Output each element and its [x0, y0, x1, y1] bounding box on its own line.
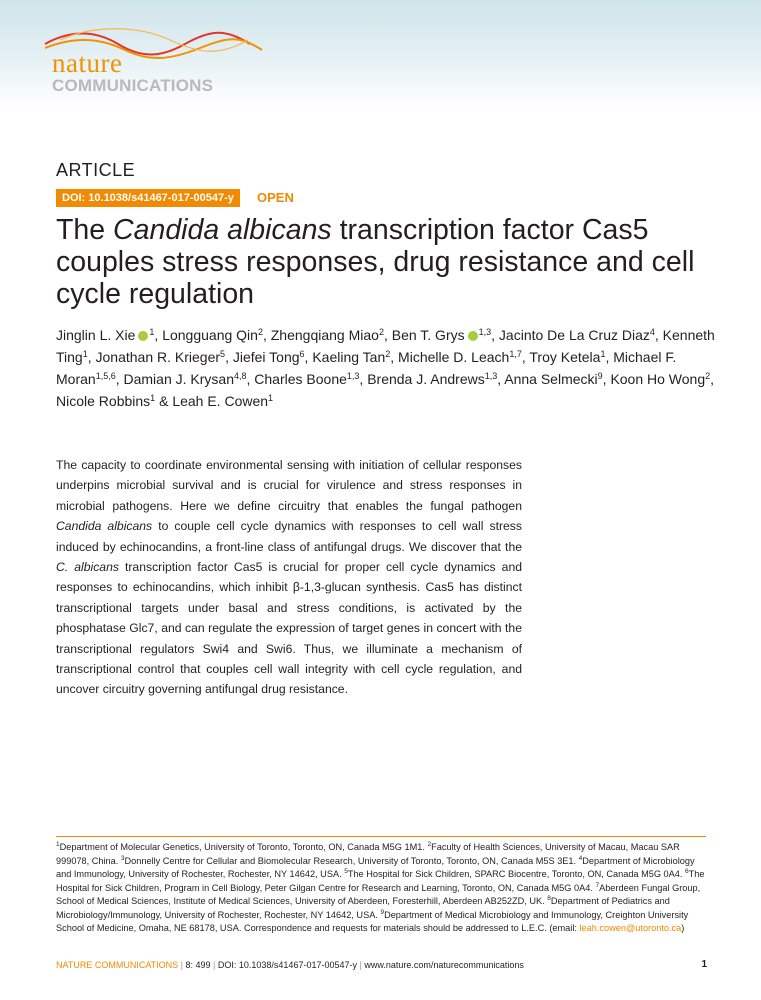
- author-separator: ,: [304, 349, 313, 365]
- abstract-species-2: C. albicans: [56, 560, 119, 575]
- author-name: Zhengqiang Miao: [270, 327, 379, 343]
- author-affiliation-number: 5: [220, 349, 226, 359]
- page-footer: [56, 959, 706, 971]
- page-number: 1: [701, 959, 707, 970]
- author-name: Leah E. Cowen: [172, 393, 269, 409]
- author[interactable]: [162, 327, 263, 343]
- author-list: [56, 324, 726, 412]
- author-separator: ,: [87, 349, 96, 365]
- affiliation-item: [121, 856, 579, 866]
- affiliation-item: [344, 869, 685, 879]
- affiliation-text: The Hospital for Sick Children, SPARC Biocentre, Toronto, ON, Canada M5G 0A4.: [347, 869, 686, 879]
- footnote-divider: [56, 836, 706, 837]
- author-separator: ,: [654, 327, 663, 343]
- author-separator: ,: [605, 349, 614, 365]
- author-separator: ,: [154, 327, 163, 343]
- affiliation-number: 5: [344, 868, 348, 875]
- author[interactable]: [254, 371, 359, 387]
- affiliation-text: Faculty of Health Sciences, University of Macau, Macau SAR 999078, China.: [56, 842, 680, 866]
- author-name: Koon Ho Wong: [610, 371, 706, 387]
- abstract-text-2: to couple cell cycle dynamics with responses to cell wall stress induced by echinocandins, a front-line class of antifungal drugs. We discover that the: [56, 519, 522, 554]
- author-separator: ,: [521, 349, 530, 365]
- author-separator: ,: [383, 327, 392, 343]
- affiliation-number: 2: [427, 841, 432, 848]
- journal-header-banner: [0, 0, 761, 108]
- author-separator: ,: [497, 371, 505, 387]
- footer-volume: 8: 499: [185, 960, 211, 970]
- author[interactable]: [56, 393, 155, 409]
- author-name: Jiefei Tong: [232, 349, 300, 365]
- affiliation-number: 1: [56, 841, 60, 848]
- author[interactable]: [312, 349, 390, 365]
- orcid-icon[interactable]: [468, 331, 478, 341]
- journal-logo-nature: nature: [52, 48, 123, 78]
- author-separator: ,: [225, 349, 233, 365]
- affiliation-number: 6: [685, 868, 689, 875]
- author-affiliation-number: 4,8: [233, 371, 247, 381]
- author[interactable]: [529, 349, 605, 365]
- abstract: [56, 455, 522, 700]
- affiliation-number: 3: [120, 854, 125, 862]
- author-affiliation-number: 1,3: [478, 327, 492, 337]
- author-affiliation-number: 1,5,6: [95, 371, 116, 381]
- author-separator: ,: [491, 327, 499, 343]
- affiliation-text: Donnelly Centre for Cellular and Biomolecular Research, University of Toronto, Toronto, ON, Canada M5S 3E1.: [124, 855, 579, 866]
- author[interactable]: [367, 371, 497, 387]
- affiliation-text: Department of Medical Microbiology and Immunology, Creighton University School of Medicine, Omaha, NE 68178, USA.: [56, 909, 689, 933]
- author[interactable]: [96, 349, 226, 365]
- author-separator: ,: [710, 371, 715, 387]
- author-affiliation-number: 1: [82, 349, 88, 359]
- author-name: Kenneth Ting: [56, 327, 715, 365]
- affiliation-text: Department of Microbiology and Immunology, University of Rochester, Rochester, NY 14642, USA.: [56, 855, 695, 879]
- author-separator: ,: [115, 371, 124, 387]
- author-affiliation-number: 9: [597, 371, 603, 381]
- author-name: Ben T. Grys: [391, 327, 465, 343]
- author[interactable]: [504, 371, 602, 387]
- author-separator: ,: [262, 327, 271, 343]
- affiliation-text: Department of Molecular Genetics, University of Toronto, Toronto, ON, Canada M5G 1M1.: [59, 842, 428, 852]
- author[interactable]: [499, 327, 655, 343]
- journal-logo-communications: COMMUNICATIONS: [52, 76, 214, 95]
- footer-url-link[interactable]: www.nature.com/naturecommunications: [364, 960, 524, 970]
- abstract-text-3: transcription factor Cas5 is crucial for proper cell cycle dynamics and responses to echinocandins, which inhibit β-1,3-glucan synthesis. Cas5 has distinct transcriptional targets under basal and stress conditions, is activated by the phosphatase Glc7, and can regulate the expression of target genes in concert with the transcriptional regulators Swi4 and Swi6. Thus, we illuminate a mechanism of transcriptional control that couples cell wall integrity with cell cycle regulation, and uncover circuitry governing antifungal drug resistance.: [56, 560, 522, 697]
- affiliation-list: [56, 842, 704, 933]
- author-affiliation-number: 6: [299, 349, 305, 359]
- affiliation-text: The Hospital for Sick Children, Program in Cell Biology, Peter Gilgan Centre for Research and Learning, Toronto, ON, Canada M5G 0A4.: [56, 869, 705, 893]
- author-name: Jinglin L. Xie: [56, 327, 136, 343]
- doi-badge[interactable]: DOI: 10.1038/s41467-017-00547-y: [56, 189, 240, 207]
- title-part-2: transcription factor Cas5 couples stress responses, drug resistance and cell cycle regulation: [56, 214, 695, 310]
- author[interactable]: [233, 349, 305, 365]
- author[interactable]: [610, 371, 710, 387]
- affiliation-number: 9: [380, 908, 385, 916]
- article-type-label: ARTICLE: [56, 160, 136, 180]
- footer-separator: |: [178, 960, 186, 970]
- author-separator: ,: [390, 349, 399, 365]
- affiliation-number: 8: [547, 895, 551, 902]
- author-name: Kaeling Tan: [312, 349, 386, 365]
- author[interactable]: [56, 327, 154, 343]
- open-access-label: OPEN: [257, 190, 294, 205]
- footer-journal-name: NATURE COMMUNICATIONS: [56, 960, 179, 970]
- affiliation-number: 4: [578, 854, 583, 862]
- author-name: Charles Boone: [254, 371, 347, 387]
- author-affiliation-number: 4: [649, 327, 655, 337]
- author-name: Nicole Robbins: [56, 393, 151, 409]
- article-title: [56, 214, 696, 310]
- author-name: Michael F. Moran: [56, 349, 677, 387]
- author-affiliation-number: 2: [705, 371, 711, 381]
- author-affiliation-number: 1: [149, 327, 155, 337]
- affiliation-text: Aberdeen Fungal Group, School of Medical Sciences, Institute of Medical Sciences, University of Aberdeen, Foresterhill, Aberdeen AB252ZD, UK.: [56, 882, 701, 906]
- author-name: Michelle D. Leach: [398, 349, 510, 365]
- author-affiliation-number: 1: [600, 349, 606, 359]
- author-affiliation-number: 2: [257, 327, 263, 337]
- author-name: Jacinto De La Cruz Diaz: [498, 327, 650, 343]
- author[interactable]: [392, 327, 491, 343]
- correspondence-text: Correspondence and requests for materials should be addressed to L.E.C. (email:: [243, 923, 580, 933]
- affiliation-text: Department of Pediatrics and Microbiology/Immunology, University of Rochester, Rochester, NY 14642, USA.: [56, 896, 670, 920]
- author-name: Longguang Qin: [162, 327, 258, 343]
- author-name: Anna Selmecki: [504, 371, 598, 387]
- author-separator: ,: [602, 371, 611, 387]
- author-name: Troy Ketela: [529, 349, 601, 365]
- author[interactable]: [271, 327, 384, 343]
- footer-doi[interactable]: DOI: 10.1038/s41467-017-00547-y: [217, 960, 357, 970]
- author-name: Damian J. Krysan: [123, 371, 234, 387]
- title-species-italic: Candida albicans: [113, 214, 332, 246]
- author[interactable]: [398, 349, 522, 365]
- affiliation-item: [56, 842, 427, 852]
- footer-separator: |: [210, 960, 218, 970]
- author-affiliation-number: 1,3: [346, 371, 360, 381]
- author-affiliation-number: 1: [150, 393, 156, 403]
- author-separator: &: [155, 393, 173, 409]
- author-separator: ,: [359, 371, 368, 387]
- author-name: Jonathan R. Krieger: [95, 349, 221, 365]
- author-name: Brenda J. Andrews: [367, 371, 485, 387]
- author[interactable]: [124, 371, 247, 387]
- orcid-icon[interactable]: [138, 331, 148, 341]
- affiliations: [56, 841, 706, 936]
- title-part-1: The: [56, 214, 114, 246]
- abstract-text-1: The capacity to coordinate environmental sensing with initiation of cellular responses underpins microbial survival and is crucial for virulence and stress responses in microbial pathogens. Here we define circuitry that enables the fungal pathogen: [56, 458, 522, 513]
- author-separator: ,: [246, 371, 255, 387]
- author[interactable]: [172, 393, 273, 409]
- author-affiliation-number: 1,3: [484, 371, 498, 381]
- correspondence-end: ): [681, 923, 685, 933]
- footer-separator: |: [357, 960, 365, 970]
- author-affiliation-number: 1: [268, 393, 274, 403]
- affiliation-number: 7: [595, 881, 600, 889]
- abstract-species-1: Candida albicans: [56, 519, 153, 534]
- author-affiliation-number: 2: [385, 349, 391, 359]
- correspondence-email-link[interactable]: leah.cowen@utoronto.ca: [579, 923, 682, 933]
- author-affiliation-number: 2: [378, 327, 384, 337]
- author-affiliation-number: 1,7: [509, 349, 522, 359]
